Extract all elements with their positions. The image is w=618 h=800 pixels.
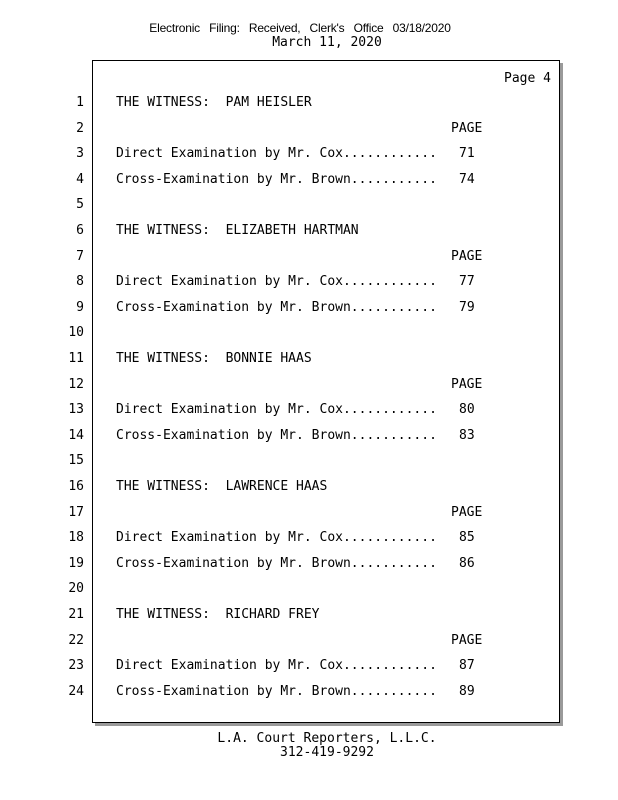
line-text: Cross-Examination by Mr. Brown...........	[116, 555, 437, 571]
reporter-company: L.A. Court Reporters, L.L.C.	[217, 731, 437, 746]
line-number: 8	[76, 274, 84, 290]
page-reference: 89	[459, 683, 475, 699]
line-text: THE WITNESS: BONNIE HAAS	[116, 351, 312, 366]
transcript-line	[0, 505, 618, 525]
line-text: Direct Examination by Mr. Cox............	[116, 658, 437, 674]
line-text: Direct Examination by Mr. Cox............	[116, 530, 437, 546]
line-number: 11	[68, 351, 84, 366]
transcript-line	[0, 658, 618, 678]
transcript-line	[0, 197, 618, 217]
transcript-line	[0, 249, 618, 269]
line-text: THE WITNESS: RICHARD FREY	[116, 607, 320, 622]
transcript-line	[0, 633, 618, 653]
reporter-phone: 312-419-9292	[280, 745, 374, 760]
transcript-line	[0, 121, 618, 141]
transcript-line	[0, 325, 618, 345]
transcript-line	[0, 172, 618, 192]
page-reference: 71	[459, 146, 475, 162]
line-number: 22	[68, 632, 84, 648]
line-number: 10	[68, 325, 84, 341]
transcript-line	[0, 530, 618, 550]
page-reference: 79	[459, 299, 475, 315]
transcript-line	[0, 453, 618, 473]
line-number: 19	[68, 555, 84, 571]
page-reference: 80	[459, 402, 475, 418]
line-number: 1	[76, 95, 84, 110]
line-number: 17	[68, 504, 84, 520]
transcript-line	[0, 428, 618, 448]
transcript-line	[0, 479, 618, 499]
page-reference: 86	[459, 555, 475, 571]
page-column-header: PAGE	[451, 376, 483, 392]
line-text: THE WITNESS: PAM HEISLER	[116, 95, 312, 110]
page-column-header: PAGE	[451, 248, 483, 264]
transcript-line	[0, 556, 618, 576]
hearing-date: March 11, 2020	[272, 35, 382, 50]
transcript-line	[0, 351, 618, 371]
line-number: 24	[68, 683, 84, 699]
transcript-line	[0, 274, 618, 294]
line-text: Cross-Examination by Mr. Brown...........	[116, 299, 437, 315]
footer	[0, 732, 618, 760]
transcript-line	[0, 684, 618, 704]
line-text: Direct Examination by Mr. Cox............	[116, 274, 437, 290]
page-reference: 77	[459, 274, 475, 290]
line-text: Cross-Examination by Mr. Brown...........	[116, 427, 437, 443]
line-number: 12	[68, 376, 84, 392]
transcript-line	[0, 300, 618, 320]
line-number: 14	[68, 427, 84, 443]
transcript-line	[0, 581, 618, 601]
page-column-header: PAGE	[451, 632, 483, 648]
line-text: Cross-Examination by Mr. Brown...........	[116, 683, 437, 699]
line-text: THE WITNESS: LAWRENCE HAAS	[116, 479, 328, 494]
line-number: 13	[68, 402, 84, 418]
line-number: 3	[76, 146, 84, 162]
page-reference: 87	[459, 658, 475, 674]
page-column-header: PAGE	[451, 504, 483, 520]
page-reference: 83	[459, 427, 475, 443]
line-number: 7	[76, 248, 84, 264]
line-number: 15	[68, 453, 84, 469]
transcript-line	[0, 402, 618, 422]
line-number: 6	[76, 223, 84, 238]
page-label: Page 4	[504, 71, 551, 86]
transcript-line	[0, 607, 618, 627]
line-text: Cross-Examination by Mr. Brown...........	[116, 171, 437, 187]
page-reference: 74	[459, 171, 475, 187]
transcript-line	[0, 146, 618, 166]
line-number: 9	[76, 299, 84, 315]
line-number: 21	[68, 607, 84, 622]
line-number: 4	[76, 171, 84, 187]
filing-stamp: Electronic Filing: Received, Clerk's Office 03/18/2020	[149, 21, 451, 35]
line-number: 18	[68, 530, 84, 546]
page-column-header: PAGE	[451, 120, 483, 136]
line-number: 20	[68, 581, 84, 597]
transcript-line	[0, 377, 618, 397]
line-text: Direct Examination by Mr. Cox............	[116, 146, 437, 162]
transcript-line	[0, 95, 618, 115]
line-number: 16	[68, 479, 84, 494]
line-text: THE WITNESS: ELIZABETH HARTMAN	[116, 223, 359, 238]
line-number: 2	[76, 120, 84, 136]
transcript-line	[0, 223, 618, 243]
line-number: 5	[76, 197, 84, 213]
line-text: Direct Examination by Mr. Cox............	[116, 402, 437, 418]
page-reference: 85	[459, 530, 475, 546]
line-number: 23	[68, 658, 84, 674]
